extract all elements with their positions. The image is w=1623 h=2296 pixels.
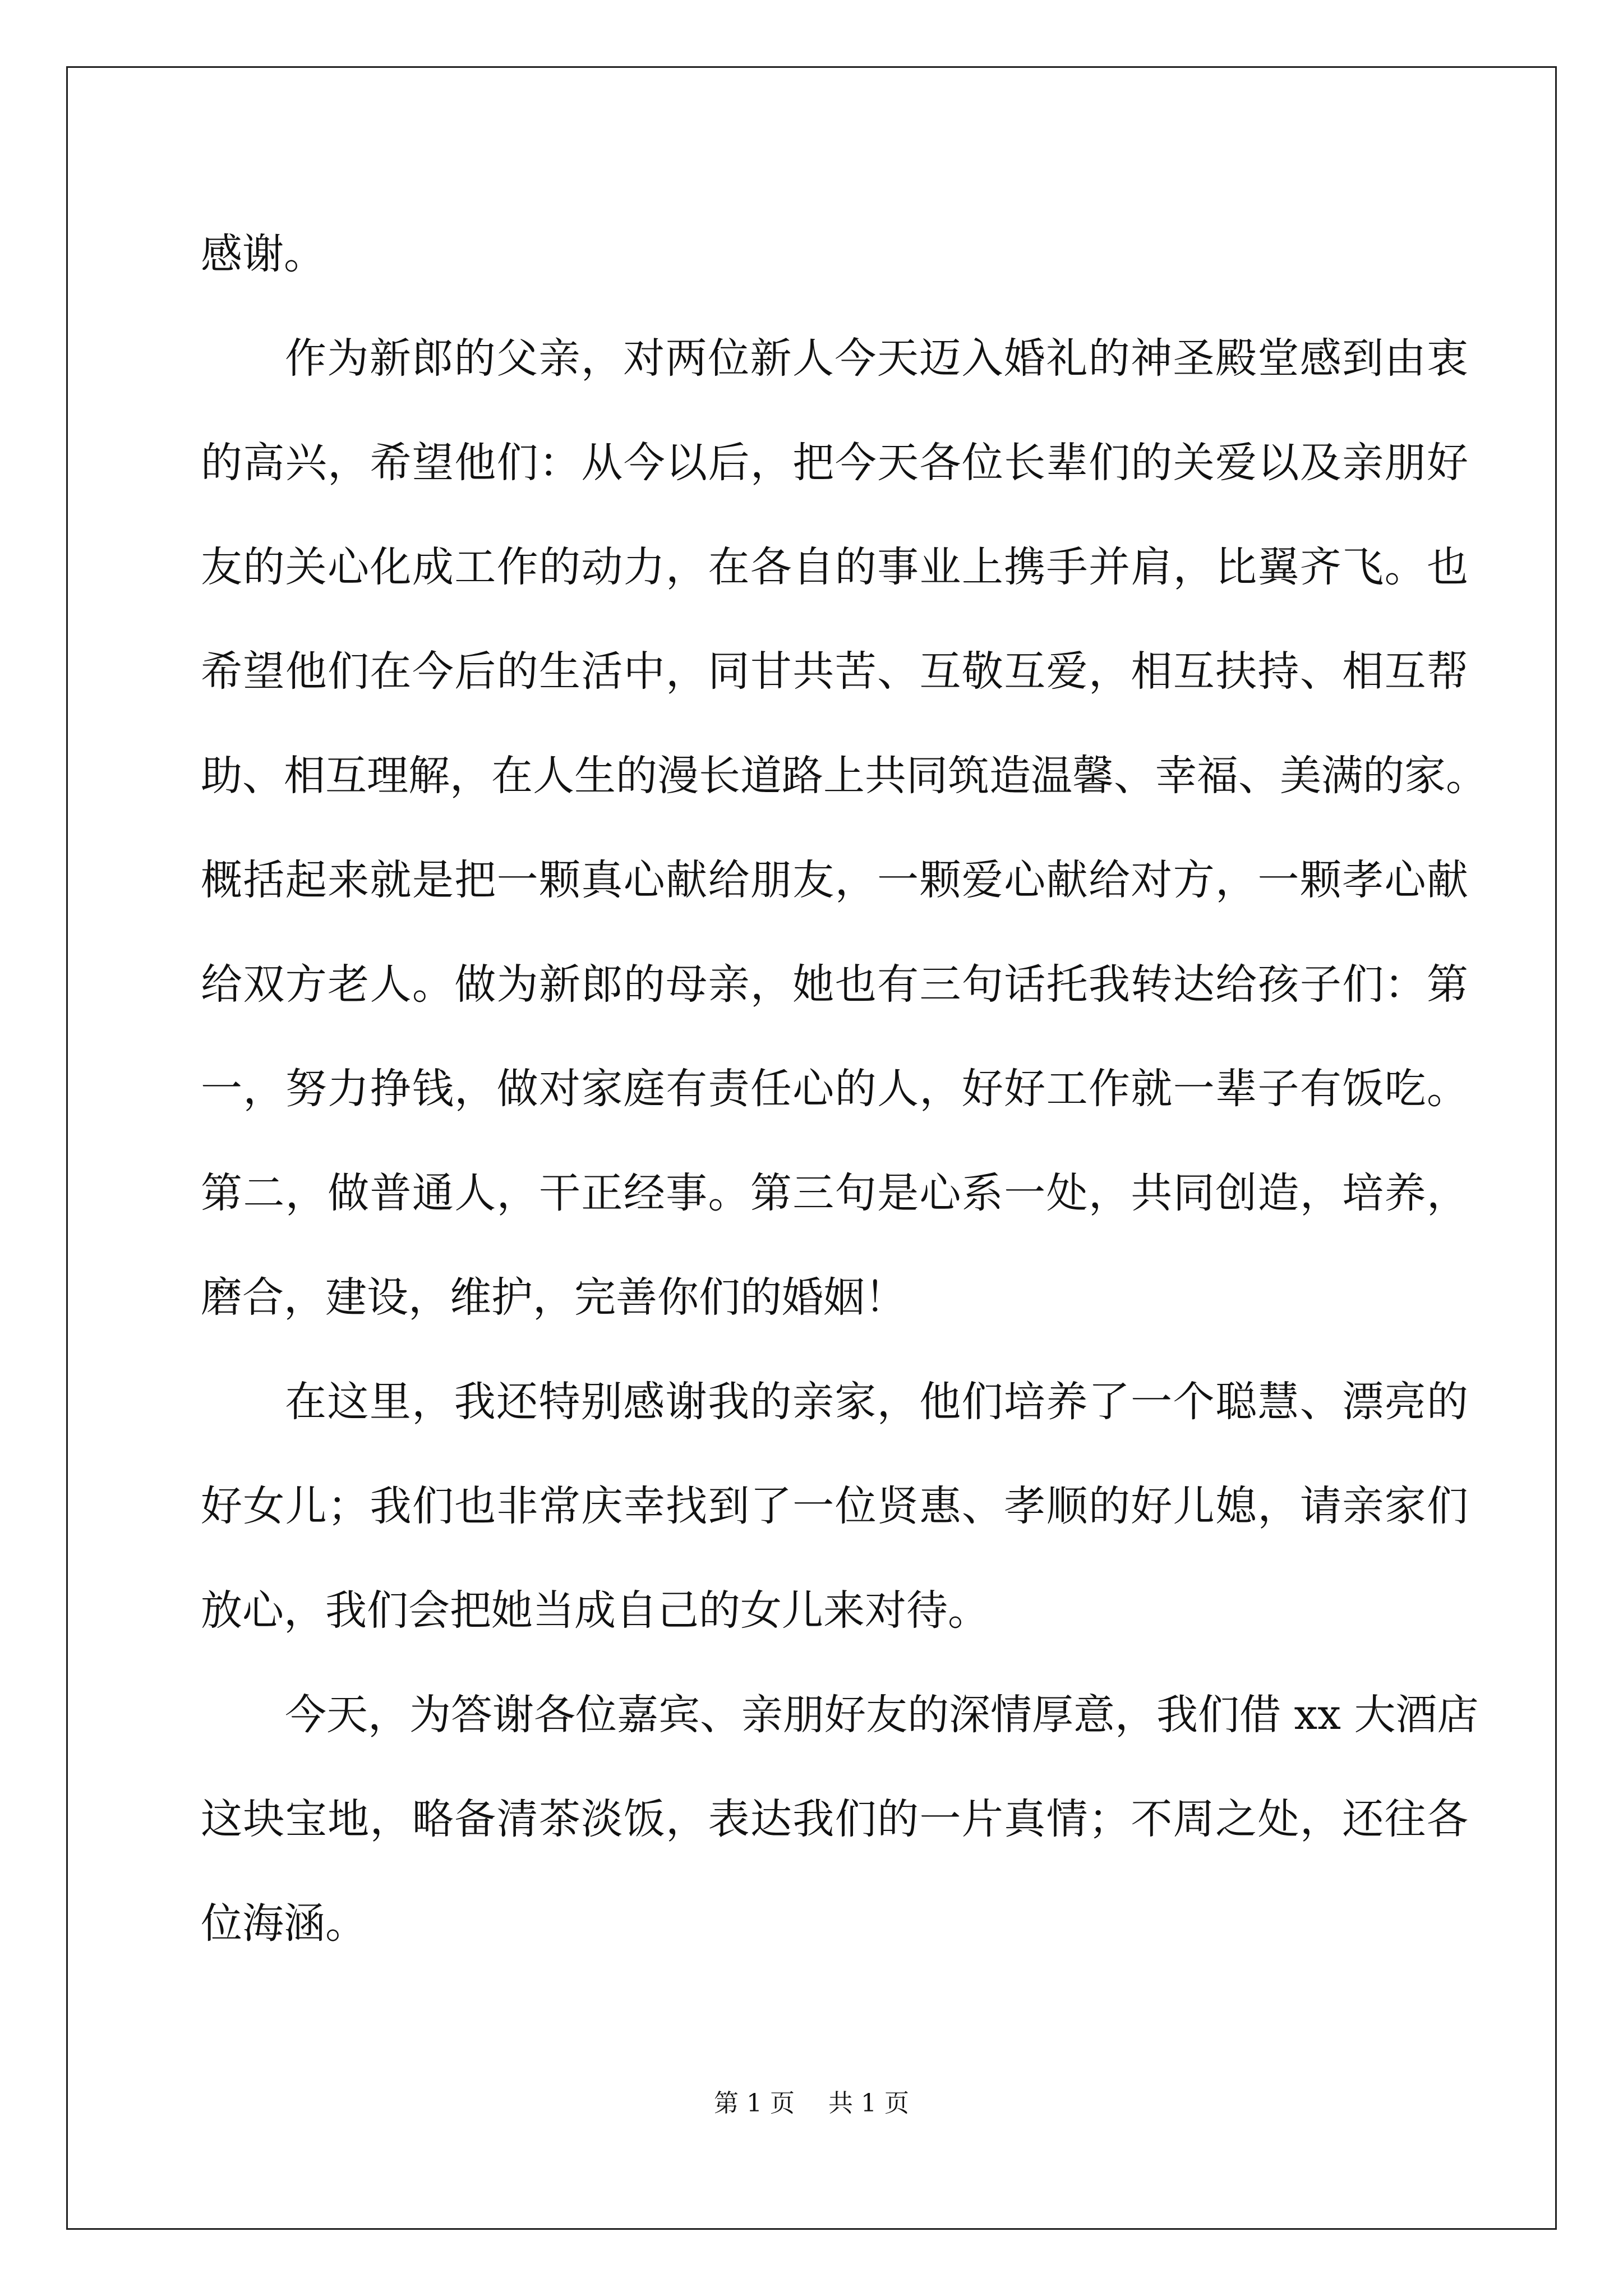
text-line: 一，努力挣钱，做对家庭有责任心的人，好好工作就一辈子有饭吃。 bbox=[201, 1065, 1468, 1113]
text-line: 在这里，我还特别感谢我的亲家，他们培养了一个聪慧、漂亮的 bbox=[285, 1378, 1468, 1426]
page-total: 共 1 页 bbox=[828, 2089, 909, 2118]
page-number: 第 1 页 bbox=[714, 2089, 795, 2118]
text-line: 的高兴，希望他们：从今以后，把今天各位长辈们的关爱以及亲朋好 bbox=[201, 439, 1468, 487]
text-line: 第二，做普通人，干正经事。第三句是心系一处，共同创造，培养， bbox=[201, 1169, 1468, 1217]
text-line: 今天，为答谢各位嘉宾、亲朋好友的深情厚意，我们借 xx 大酒店 bbox=[285, 1691, 1479, 1739]
text-line: 感谢。 bbox=[201, 230, 325, 278]
text-line: 概括起来就是把一颗真心献给朋友，一颗爱心献给对方，一颗孝心献 bbox=[201, 856, 1468, 904]
text-line: 给双方老人。做为新郎的母亲，她也有三句话托我转达给孩子们：第 bbox=[201, 960, 1468, 1009]
text-line: 磨合，建设，维护，完善你们的婚姻！ bbox=[201, 1273, 906, 1322]
text-line: 这块宝地，略备清茶淡饭，表达我们的一片真情；不周之处，还往各 bbox=[201, 1795, 1468, 1843]
text-line: 希望他们在今后的生活中，同甘共苦、互敬互爱，相互扶持、相互帮 bbox=[201, 647, 1468, 696]
document-body bbox=[201, 202, 1487, 1976]
text-line: 助、相互理解，在人生的漫长道路上共同筑造温馨、幸福、美满的家。 bbox=[201, 752, 1487, 800]
text-line: 作为新郎的父亲，对两位新人今天迈入婚礼的神圣殿堂感到由衷 bbox=[285, 334, 1468, 383]
text-line: 友的关心化成工作的动力，在各自的事业上携手并肩，比翼齐飞。也 bbox=[201, 543, 1468, 591]
text-line: 好女儿；我们也非常庆幸找到了一位贤惠、孝顺的好儿媳，请亲家们 bbox=[201, 1482, 1468, 1530]
text-line: 放心，我们会把她当成自己的女儿来对待。 bbox=[201, 1586, 989, 1635]
text-line: 位海涵。 bbox=[201, 1899, 367, 1948]
page-footer bbox=[0, 2087, 1623, 2120]
